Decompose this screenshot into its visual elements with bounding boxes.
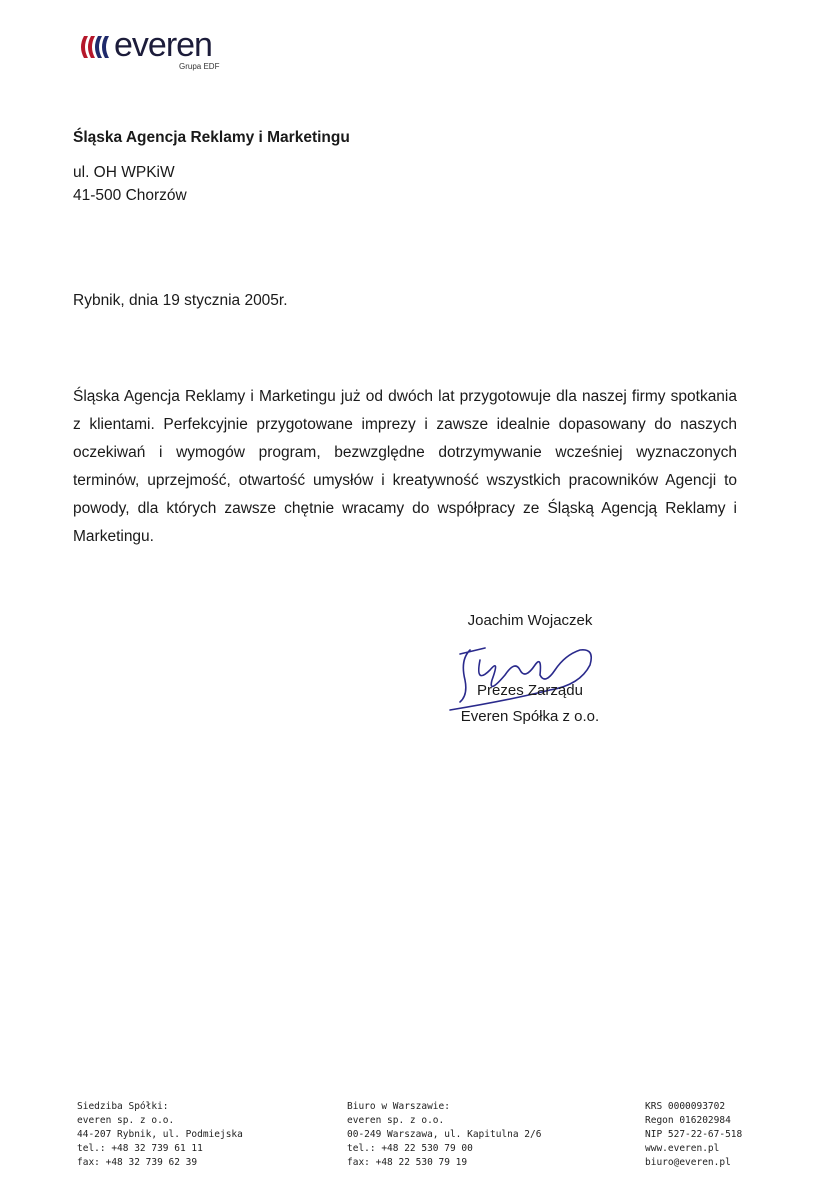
footer-line: everen sp. z o.o. bbox=[347, 1115, 445, 1126]
footer-line: everen sp. z o.o. bbox=[77, 1115, 175, 1126]
footer-line: NIP 527-22-67-518 bbox=[645, 1129, 743, 1140]
recipient-name: Śląska Agencja Reklamy i Marketingu bbox=[73, 129, 350, 146]
footer-line: Biuro w Warszawie: bbox=[347, 1101, 450, 1112]
footer-headquarters bbox=[77, 1100, 243, 1170]
footer-line: fax: +48 22 530 79 19 bbox=[347, 1157, 468, 1168]
footer-email-link[interactable]: biuro@everen.pl bbox=[645, 1157, 731, 1168]
signer-company: Everen Spółka z o.o. bbox=[460, 708, 600, 725]
footer-line: tel.: +48 22 530 79 00 bbox=[347, 1143, 473, 1154]
everen-logo bbox=[78, 26, 248, 78]
signer-title: Prezes Zarządu bbox=[477, 682, 583, 699]
signature-block bbox=[440, 608, 620, 730]
footer-line: Siedziba Spółki: bbox=[77, 1101, 169, 1112]
recipient-city: 41-500 Chorzów bbox=[73, 187, 187, 204]
footer-line: KRS 0000093702 bbox=[645, 1101, 726, 1112]
logo-subtitle: Grupa EDF bbox=[179, 62, 220, 71]
footer-line: 44-207 Rybnik, ul. Podmiejska bbox=[77, 1129, 243, 1140]
footer-website-link[interactable]: www.everen.pl bbox=[645, 1143, 720, 1154]
letter-date: Rybnik, dnia 19 stycznia 2005r. bbox=[73, 292, 288, 309]
logo-wordmark: everen bbox=[114, 26, 212, 64]
logo-stripes-icon bbox=[78, 36, 112, 58]
footer-line: 00-249 Warszawa, ul. Kapitulna 2/6 bbox=[347, 1129, 542, 1140]
footer-line: Regon 016202984 bbox=[645, 1115, 731, 1126]
recipient-street: ul. OH WPKiW bbox=[73, 164, 175, 181]
footer-registry bbox=[645, 1100, 742, 1170]
footer-line: fax: +48 32 739 62 39 bbox=[77, 1157, 198, 1168]
footer-line: tel.: +48 32 739 61 11 bbox=[77, 1143, 203, 1154]
footer-warsaw-office bbox=[347, 1100, 541, 1170]
signer-name: Joachim Wojaczek bbox=[467, 612, 593, 629]
letter-body: Śląska Agencja Reklamy i Marketingu już od dwóch lat przygotowuje dla naszej firmy spotkania z klientami. Perfekcyjnie przygotowane imprezy i zawsze idealnie dopasowany do naszych oczekiwań i wymogów program, bezwzględne dotrzymywanie wcześniej wyznaczonych terminów, uprzejmość, otwartość umysłów i kreatywność wszystkich pracowników Agencji to powody, dla których zawsze chętnie wracamy do współpracy ze Śląską Agencją Reklamy i Marketingu. bbox=[73, 388, 737, 545]
recipient-block bbox=[73, 126, 350, 207]
